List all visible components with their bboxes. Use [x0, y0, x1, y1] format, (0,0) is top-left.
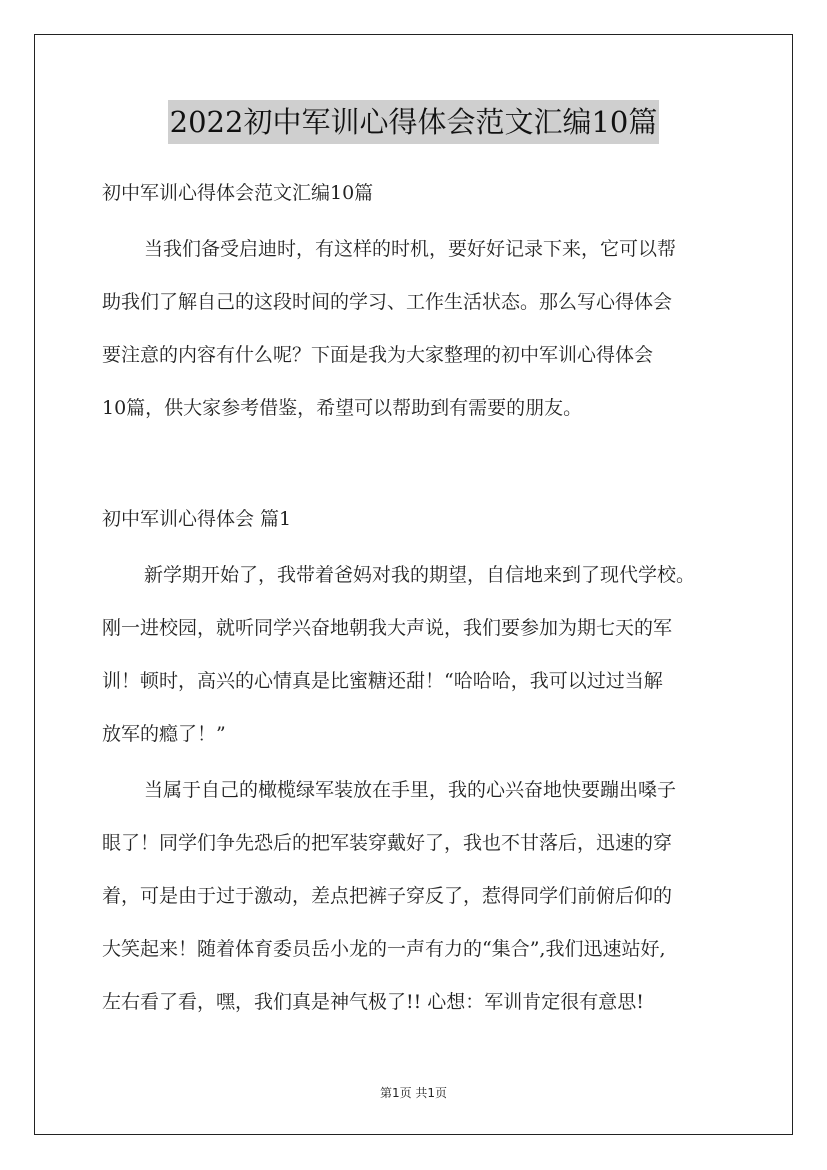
paragraph-line: 左右看了看，嘿，我们真是神气极了!! 心想：军训肯定很有意思! — [102, 991, 644, 1013]
paragraph-line: 当属于自己的橄榄绿军装放在手里，我的心兴奋地快要蹦出嗓子 — [144, 779, 677, 801]
section-heading: 初中军训心得体会 篇1 — [102, 508, 292, 530]
title-container — [0, 100, 827, 144]
paragraph-line: 眼了！同学们争先恐后的把军装穿戴好了，我也不甘落后，迅速的穿 — [102, 832, 673, 854]
paragraph-line: 刚一进校园，就听同学兴奋地朝我大声说，我们要参加为期七天的军 — [102, 617, 673, 639]
page-footer: 第1页 共1页 — [379, 1086, 448, 1100]
paragraph-line: 新学期开始了，我带着爸妈对我的期望，自信地来到了现代学校。 — [144, 564, 696, 586]
intro-line: 要注意的内容有什么呢？下面是我为大家整理的初中军训心得体会 — [102, 344, 654, 366]
paragraph-line: 放军的瘾了！” — [102, 723, 226, 745]
paragraph-line: 大笑起来！随着体育委员岳小龙的一声有力的“集合”,我们迅速站好, — [102, 938, 666, 960]
document-title: 2022初中军训心得体会范文汇编10篇 — [168, 100, 660, 144]
intro-line: 助我们了解自己的这段时间的学习、工作生活状态。那么写心得体会 — [102, 291, 673, 313]
intro-line: 当我们备受启迪时，有这样的时机，要好好记录下来，它可以帮 — [144, 238, 677, 260]
intro-line: 10篇，供大家参考借鉴，希望可以帮助到有需要的朋友。 — [102, 397, 583, 419]
paragraph-line: 训！顿时，高兴的心情真是比蜜糖还甜！“哈哈哈，我可以过过当解 — [102, 670, 663, 692]
document-subtitle: 初中军训心得体会范文汇编10篇 — [102, 182, 374, 204]
paragraph-line: 着，可是由于过于激动，差点把裤子穿反了，惹得同学们前俯后仰的 — [102, 885, 673, 907]
